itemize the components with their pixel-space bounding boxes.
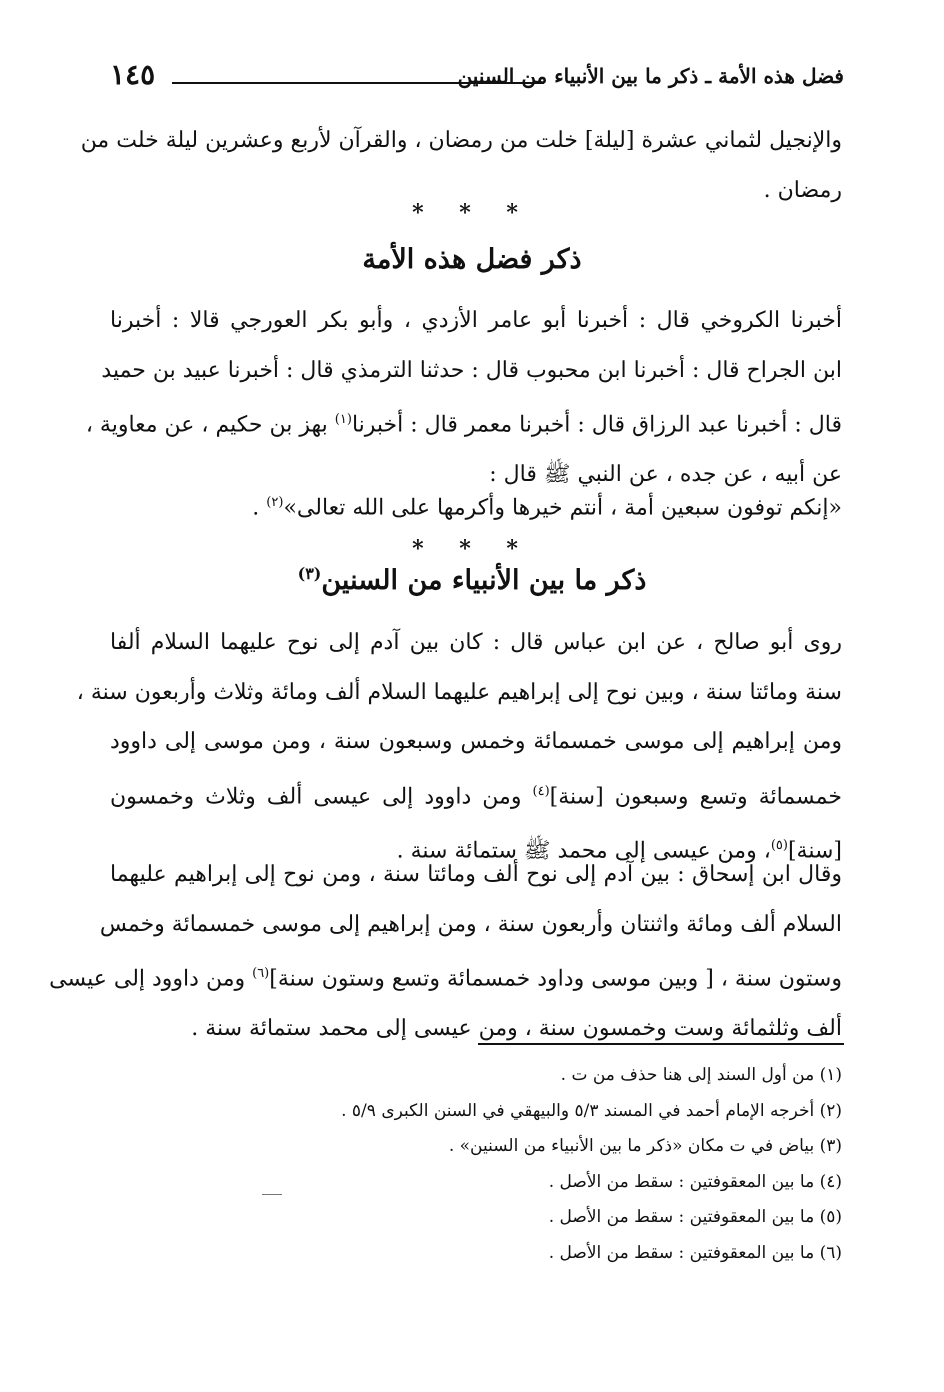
- footnote-ref: (٦): [252, 966, 270, 981]
- text-line: ابن الجراح قال : أخبرنا ابن محبوب قال : حدثنا الترمذي قال : أخبرنا عبيد بن حميد: [101, 357, 842, 383]
- text-segment: ومن داوود إلى عيسى: [49, 966, 253, 992]
- text-segment: ومن داوود إلى عيسى ألف وثلاث وخمسون: [110, 783, 533, 809]
- text-line: [49, 949, 842, 1004]
- text-line: روى أبو صالح ، عن ابن عباس قال : كان بين آدم إلى نوح عليهما السلام ألفا: [110, 630, 842, 655]
- text-line: وقال ابن إسحاق : بين آدم إلى نوح ألف ومائتا سنة ، ومن نوح إلى إبراهيم عليهما: [110, 862, 842, 887]
- isnad-paragraph: [85, 296, 842, 499]
- footnote-ref: (١): [334, 412, 352, 427]
- section-separator: * * *: [412, 536, 532, 562]
- text-segment: خمسمائة وتسع وسبعون [سنة]: [549, 783, 842, 809]
- footnote-ref: (٣): [297, 564, 322, 583]
- footnotes: [242, 1058, 842, 1271]
- text-segment: بهز بن حكيم ، عن معاوية ،: [85, 412, 328, 438]
- running-header: [110, 58, 844, 98]
- footnote-item: (١) من أول السند إلى هنا حذف من ت .: [560, 1065, 842, 1085]
- footnote-rule: [478, 1043, 844, 1045]
- paragraph-abu-salih: [76, 618, 842, 876]
- scan-mark: [262, 1194, 282, 1195]
- quote-end: .: [252, 495, 267, 521]
- footnote-item: (٤) ما بين المعقوفتين : سقط من الأصل .: [548, 1171, 842, 1192]
- text-segment: قال : أخبرنا عبد الرزاق قال : أخبرنا معمر قال : أخبرنا: [351, 412, 842, 438]
- text-segment: [سنة]: [787, 838, 842, 864]
- text-line: ألف وثلثمائة وست وخمسون سنة ، ومن عيسى إلى محمد ستمائة سنة .: [191, 1015, 842, 1041]
- section-heading-virtue: ذكر فضل هذه الأمة: [362, 244, 582, 275]
- text-line: عن أبيه ، عن جده ، عن النبي ﷺ قال :: [489, 461, 842, 487]
- section-separator: * * *: [412, 200, 532, 226]
- text-line: [110, 767, 842, 822]
- header-rule: [172, 82, 544, 84]
- footnote-item: (٦) ما بين المعقوفتين : سقط من الأصل .: [548, 1242, 842, 1263]
- footnote-item: (٣) بياض في ت مكان «ذكر ما بين الأنبياء من السنين» .: [448, 1136, 842, 1156]
- heading-text: ذكر ما بين الأنبياء من السنين: [321, 565, 647, 596]
- hadith-quote: [252, 495, 842, 520]
- text-line: [85, 395, 842, 450]
- running-title: فضل هذه الأمة ـ ذكر ما بين الأنبياء من السنين: [457, 64, 844, 88]
- text-line: والإنجيل لثماني عشرة [ليلة] خلت من رمضان ، والقرآن لأربع وعشرين ليلة خلت من: [80, 128, 842, 153]
- text-line: سنة ومائتا سنة ، وبين نوح إلى إبراهيم عليهما السلام ألف ومائة وثلاث وأربعون سنة ،: [76, 679, 842, 705]
- text-line: السلام ألف ومائة واثنتان وأربعون سنة ، ومن إبراهيم إلى موسى خمسمائة وخمس: [99, 911, 842, 937]
- footnote-ref: (٤): [532, 783, 550, 799]
- footnote-ref: (٥): [770, 838, 788, 854]
- text-line: ومن إبراهيم إلى موسى خمسمائة وخمس وسبعون سنة ، ومن موسى إلى داوود: [110, 729, 842, 754]
- text-segment: وستون سنة ، [ وبين موسى وداود خمسمائة وتسع وستون سنة]: [269, 966, 842, 992]
- section-heading-prophets: [0, 564, 944, 596]
- quote-text: «إنكم توفون سبعين أمة ، أنتم خيرها وأكرمها على الله تعالى»: [283, 495, 842, 521]
- text-line: رمضان .: [763, 177, 842, 203]
- text-line: أخبرنا الكروخي قال : أخبرنا أبو عامر الأزدي ، وأبو بكر العورجي قالا : أخبرنا: [110, 308, 842, 333]
- footnote-item: (٥) ما بين المعقوفتين : سقط من الأصل .: [548, 1207, 842, 1227]
- footnote-item: (٢) أخرجه الإمام أحمد في المسند ٥/٣ والبيهقي في السنن الكبرى ٥/٩ .: [341, 1100, 842, 1121]
- paragraph-ibn-ishaq: [49, 850, 842, 1053]
- page-number: ١٤٥: [110, 58, 156, 91]
- footnote-ref: (٢): [266, 495, 284, 510]
- text-segment: ، ومن عيسى إلى محمد ﷺ ستمائة سنة .: [396, 838, 771, 864]
